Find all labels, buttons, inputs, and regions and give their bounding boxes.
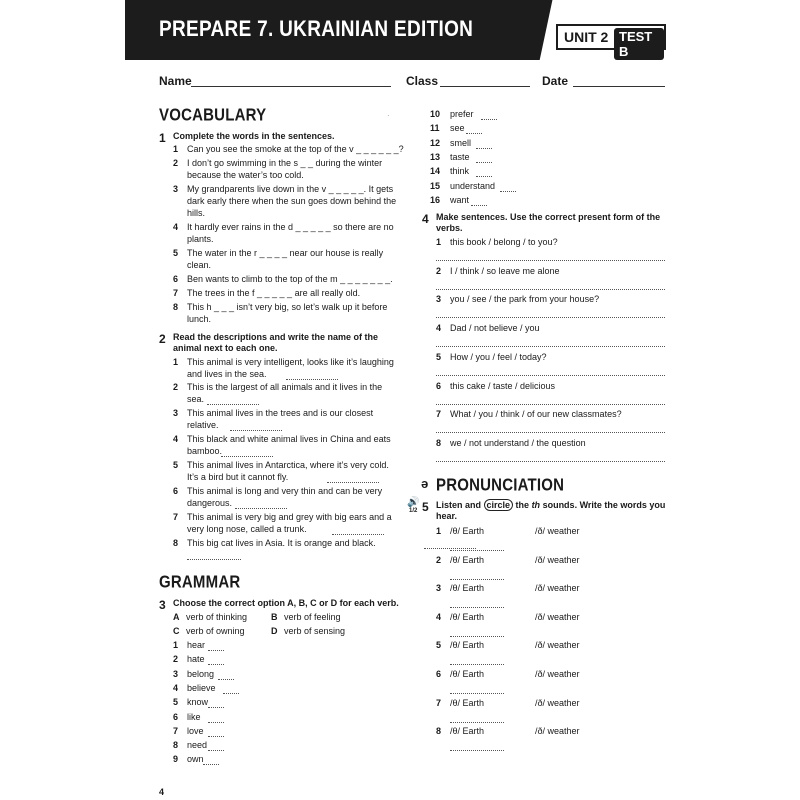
item-text: The water in the r _ _ _ _ near our house is really xyxy=(187,248,384,258)
audio-icon: 🔊 xyxy=(407,497,420,508)
exercise-instruction: Complete the words in the sentences. xyxy=(173,131,335,141)
sound-option[interactable]: /ð/ weather xyxy=(535,669,580,679)
item-text: hills. xyxy=(187,208,206,218)
answer-line[interactable] xyxy=(235,508,287,509)
verb-number: 9 xyxy=(173,754,179,765)
item-number: 3 xyxy=(436,583,442,594)
sound-option[interactable]: /θ/ Earth xyxy=(450,554,485,565)
item-text: plants. xyxy=(187,234,214,244)
option-letter: A xyxy=(173,612,180,622)
option-text: verb of feeling xyxy=(284,612,341,622)
sound-option[interactable]: /θ/ Earth xyxy=(450,697,485,708)
exercise-instruction: Make sentences. Use the correct present form of the xyxy=(436,212,661,222)
vocabulary-heading: VOCABULARY xyxy=(159,105,267,126)
class-label: Class xyxy=(406,74,439,88)
date-field[interactable] xyxy=(573,86,665,87)
answer-line[interactable] xyxy=(208,664,224,665)
verb-number: 2 xyxy=(173,654,179,665)
verb-word: understand xyxy=(450,180,496,191)
answer-line[interactable] xyxy=(450,607,504,608)
item-number: 5 xyxy=(173,248,179,258)
answer-line[interactable] xyxy=(218,679,234,680)
answer-line[interactable] xyxy=(436,346,665,347)
grammar-heading: GRAMMAR xyxy=(159,572,241,593)
answer-line[interactable] xyxy=(471,205,487,206)
answer-line[interactable] xyxy=(230,430,282,431)
item-number: 5 xyxy=(436,351,442,362)
verb-word: hear xyxy=(187,640,206,650)
sound-option[interactable]: /ð/ weather xyxy=(535,554,580,565)
item-text: This animal is very big and grey with big ears and a xyxy=(187,512,392,522)
exercise-instruction: hear. xyxy=(436,511,458,521)
item-text: we / not understand / the question xyxy=(450,437,586,448)
page-number: 4 xyxy=(159,787,165,797)
verb-number: 12 xyxy=(430,137,441,148)
verb-number: 11 xyxy=(430,123,440,134)
item-text: This animal lives in the trees and is our closest xyxy=(187,408,374,418)
answer-line[interactable] xyxy=(450,636,504,637)
verb-word: believe xyxy=(187,682,216,693)
verb-number: 1 xyxy=(173,640,179,650)
verb-number: 10 xyxy=(430,109,441,119)
answer-line[interactable] xyxy=(207,404,259,405)
verb-number: 4 xyxy=(173,682,179,693)
option-text: verb of owning xyxy=(186,626,245,636)
exercise-number: 1 xyxy=(159,131,166,145)
answer-line[interactable] xyxy=(223,693,239,694)
sound-option[interactable]: /θ/ Earth xyxy=(450,640,485,651)
item-number: 2 xyxy=(173,382,179,392)
verb-number: 8 xyxy=(173,740,179,751)
verb-word: need xyxy=(187,740,208,751)
answer-line[interactable] xyxy=(450,722,504,723)
unit-test-box xyxy=(556,24,666,59)
answer-line[interactable] xyxy=(436,289,665,290)
verb-word: belong xyxy=(187,668,215,679)
class-field[interactable] xyxy=(440,86,530,87)
dot-mark: · xyxy=(387,111,390,120)
item-number: 8 xyxy=(436,726,442,737)
item-number: 7 xyxy=(436,409,442,420)
answer-line[interactable] xyxy=(450,579,504,580)
answer-line[interactable] xyxy=(208,650,224,651)
answer-line[interactable] xyxy=(476,148,492,149)
answer-line[interactable] xyxy=(436,375,665,376)
item-text: and lives in the sea. xyxy=(187,369,267,379)
item-number: 6 xyxy=(436,380,442,391)
item-number: 1 xyxy=(436,526,442,536)
answer-line[interactable] xyxy=(332,534,384,535)
answer-line[interactable] xyxy=(436,260,665,261)
verb-word: know xyxy=(187,697,209,708)
item-text: Ben wants to climb to the top of the m _ _ _ _ _ _ _. xyxy=(187,274,393,284)
verb-word: think xyxy=(450,166,470,177)
th-word: th xyxy=(531,500,541,510)
option-letter: B xyxy=(271,612,278,622)
item-text: What / you / think / of our new classmates? xyxy=(450,409,622,420)
item-text: I don’t go swimming in the s _ _ during the winter xyxy=(187,158,383,168)
instruction-part: sounds. Write the words you xyxy=(540,500,666,510)
sound-option[interactable]: /θ/ Earth xyxy=(450,526,485,536)
answer-line[interactable] xyxy=(208,750,224,751)
answer-line[interactable] xyxy=(208,722,224,723)
verb-number: 15 xyxy=(430,180,441,191)
sound-option[interactable]: /ð/ weather xyxy=(535,526,580,536)
item-number: 7 xyxy=(436,697,442,708)
item-text: dangerous. xyxy=(187,498,233,508)
sound-option[interactable]: /θ/ Earth xyxy=(450,583,485,594)
answer-line[interactable] xyxy=(208,707,224,708)
item-text: because the water’s too cold. xyxy=(187,170,304,180)
exercise-instruction: Read the descriptions and write the name of the xyxy=(173,332,379,342)
item-text: relative. xyxy=(187,420,219,430)
item-text: I / think / so leave me alone xyxy=(450,265,560,276)
item-text: This animal is very intelligent, looks like it’s laughing xyxy=(187,357,394,367)
answer-line[interactable] xyxy=(450,664,504,665)
item-text: dark early there when the sun goes down behind the xyxy=(187,196,397,206)
item-text: How / you / feel / today? xyxy=(450,351,547,362)
sound-option[interactable]: /ð/ weather xyxy=(535,611,580,622)
item-text: Dad / not believe / you xyxy=(450,323,540,334)
item-number: 4 xyxy=(173,222,179,232)
item-number: 5 xyxy=(173,460,179,470)
item-text: My grandparents live down in the v _ _ _ _ _. It gets xyxy=(187,184,394,194)
verb-number: 7 xyxy=(173,725,179,736)
answer-line[interactable] xyxy=(221,456,273,457)
verb-number: 5 xyxy=(173,697,179,708)
item-number: 4 xyxy=(436,323,442,334)
answer-line[interactable] xyxy=(476,176,492,177)
item-number: 7 xyxy=(173,512,179,522)
exercise-instruction: animal next to each one. xyxy=(173,343,278,353)
answer-line[interactable] xyxy=(466,133,482,134)
item-number: 6 xyxy=(173,486,179,496)
audio-track: 1/2 xyxy=(409,508,418,514)
item-number: 7 xyxy=(173,288,179,298)
verb-number: 16 xyxy=(430,194,441,205)
item-number: 4 xyxy=(173,434,179,444)
pronunciation-symbol: ə xyxy=(421,476,429,491)
item-number: 3 xyxy=(173,184,179,194)
answer-line[interactable] xyxy=(436,461,665,462)
verb-word: prefer xyxy=(450,109,474,119)
item-number: 6 xyxy=(436,669,442,679)
item-text: this book / belong / to you? xyxy=(450,237,558,247)
name-field[interactable] xyxy=(191,86,391,87)
verb-word: want xyxy=(450,194,470,205)
item-number: 1 xyxy=(173,357,179,367)
test-badge: TEST B xyxy=(614,28,664,60)
item-number: 8 xyxy=(173,302,179,312)
answer-line[interactable] xyxy=(203,764,219,765)
sound-option[interactable]: /ð/ weather xyxy=(535,640,580,651)
verb-word: smell xyxy=(450,137,472,148)
item-number: 4 xyxy=(436,611,442,622)
sound-option[interactable]: /ð/ weather xyxy=(535,726,580,737)
item-text: Can you see the smoke at the top of the v _ _ _ _ _ _? xyxy=(187,144,404,154)
item-text: It’s a bird but it cannot fly. xyxy=(187,472,289,482)
answer-line[interactable] xyxy=(450,693,504,694)
option-letter: C xyxy=(173,626,180,636)
answer-line[interactable] xyxy=(481,119,497,120)
answer-line[interactable] xyxy=(424,548,476,549)
verb-word: taste xyxy=(450,151,470,162)
item-number: 6 xyxy=(173,274,179,284)
sound-option[interactable]: /θ/ Earth xyxy=(450,726,485,737)
verb-word: own xyxy=(187,754,204,765)
item-number: 8 xyxy=(436,437,442,448)
item-number: 2 xyxy=(173,158,179,168)
item-text: This h _ _ _ isn’t very big, so let’s walk up it before xyxy=(187,302,388,312)
exercise-number: 3 xyxy=(159,598,166,612)
worksheet-title: PREPARE 7. UKRAINIAN EDITION xyxy=(159,17,474,42)
item-text: This animal is long and very thin and can be very xyxy=(187,486,383,496)
name-label: Name xyxy=(159,74,192,88)
verb-word: hate xyxy=(187,654,205,665)
item-text: you / see / the park from your house? xyxy=(450,294,600,305)
item-number: 3 xyxy=(436,294,442,305)
answer-line[interactable] xyxy=(476,162,492,163)
verb-number: 6 xyxy=(173,711,179,722)
answer-line[interactable] xyxy=(450,750,504,751)
item-text: lunch. xyxy=(187,314,212,324)
date-label: Date xyxy=(542,74,569,88)
exercise-instruction: verbs. xyxy=(436,223,463,233)
answer-line[interactable] xyxy=(208,736,224,737)
instruction-part: the xyxy=(513,500,532,510)
pronunciation-heading: PRONUNCIATION xyxy=(436,475,565,496)
item-text: The trees in the f _ _ _ _ _ are all really old. xyxy=(187,288,361,298)
unit-label: UNIT 2 xyxy=(564,29,609,45)
item-number: 2 xyxy=(436,554,442,565)
instruction-part: Listen and xyxy=(436,500,484,510)
answer-line[interactable] xyxy=(436,317,665,318)
verb-word: see xyxy=(450,123,465,134)
item-text: This is the largest of all animals and it lives in the xyxy=(187,382,383,392)
option-text: verb of thinking xyxy=(186,612,248,622)
exercise-instruction: Choose the correct option A, B, C or D for each verb. xyxy=(173,598,399,608)
answer-line[interactable] xyxy=(286,379,338,380)
item-number: 1 xyxy=(436,237,442,247)
option-letter: D xyxy=(271,626,278,636)
item-text: clean. xyxy=(187,260,212,270)
option-text: verb of sensing xyxy=(284,626,346,636)
circle-word: circle xyxy=(484,499,514,511)
item-text: It hardly ever rains in the d _ _ _ _ _ so there are no xyxy=(187,222,394,232)
item-text: sea. xyxy=(187,394,205,404)
item-number: 2 xyxy=(436,265,442,276)
sound-option[interactable]: /θ/ Earth xyxy=(450,669,485,679)
exercise-number: 4 xyxy=(422,212,429,226)
sound-option[interactable]: /ð/ weather xyxy=(535,583,580,594)
item-text: this cake / taste / delicious xyxy=(450,380,556,391)
verb-word: love xyxy=(187,725,204,736)
verb-word: like xyxy=(187,711,201,722)
sound-option[interactable]: /θ/ Earth xyxy=(450,611,485,622)
verb-number: 13 xyxy=(430,151,441,162)
answer-line[interactable] xyxy=(187,559,241,560)
answer-line[interactable] xyxy=(450,550,504,551)
item-number: 1 xyxy=(173,144,179,154)
answer-line[interactable] xyxy=(327,482,379,483)
answer-line[interactable] xyxy=(436,432,665,433)
answer-line[interactable] xyxy=(500,191,516,192)
item-text: very long nose, called a trunk. xyxy=(187,524,307,534)
item-text: This animal lives in Antarctica, where it’s very cold. xyxy=(187,460,389,470)
worksheet-page xyxy=(125,0,675,800)
item-number: 3 xyxy=(173,408,179,418)
exercise-number: 5 xyxy=(422,500,429,514)
answer-line[interactable] xyxy=(436,404,665,405)
item-number: 5 xyxy=(436,640,442,651)
item-text: bamboo. xyxy=(187,446,223,456)
verb-number: 3 xyxy=(173,668,179,679)
sound-option[interactable]: /ð/ weather xyxy=(535,697,580,708)
item-number: 8 xyxy=(173,538,179,548)
exercise-number: 2 xyxy=(159,332,166,346)
verb-number: 14 xyxy=(430,166,441,177)
item-text: This black and white animal lives in China and eats xyxy=(187,434,391,444)
exercise-instruction xyxy=(436,500,665,511)
item-text: This big cat lives in Asia. It is orange and black. xyxy=(187,538,376,548)
